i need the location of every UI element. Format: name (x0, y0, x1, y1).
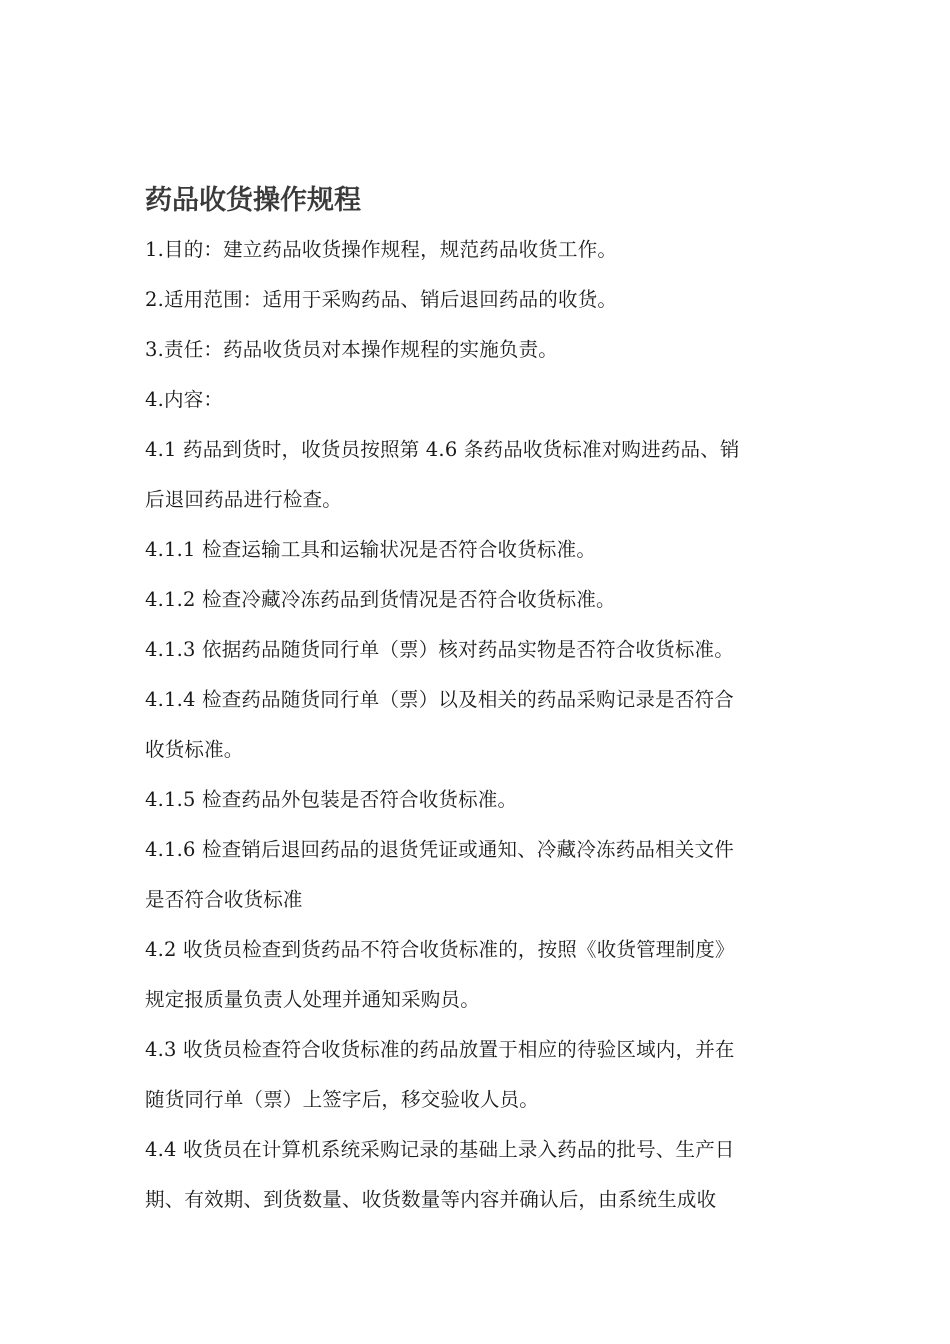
document-title: 药品收货操作规程 (145, 185, 361, 216)
paragraph-4-1-2 (145, 575, 810, 625)
text-line: 1.目的：建立药品收货操作规程，规范药品收货工作。 (145, 238, 618, 261)
text-line: 3.责任：药品收货员对本操作规程的实施负责。 (145, 338, 559, 361)
text-line: 4.内容： (145, 388, 224, 411)
text-line: 4.1.6 检查销后退回药品的退货凭证或通知、冷藏冷冻药品相关文件 (145, 838, 734, 861)
paragraph-4-1 (145, 425, 810, 525)
text-line: 期、有效期、到货数量、收货数量等内容并确认后，由系统生成收 (145, 1188, 717, 1211)
text-line: 4.1.1 检查运输工具和运输状况是否符合收货标准。 (145, 538, 597, 561)
paragraph-content-heading (145, 375, 810, 425)
text-line: 4.1.5 检查药品外包装是否符合收货标准。 (145, 788, 518, 811)
text-line: 4.2 收货员检查到货药品不符合收货标准的，按照《收货管理制度》 (145, 938, 735, 961)
paragraph-4-1-6 (145, 825, 810, 925)
text-line: 后退回药品进行检查。 (145, 488, 343, 511)
text-line: 4.1.4 检查药品随货同行单（票）以及相关的药品采购记录是否符合 (145, 688, 734, 711)
text-line: 是否符合收货标准 (145, 888, 303, 911)
paragraph-scope (145, 275, 810, 325)
paragraph-4-1-5 (145, 775, 810, 825)
paragraph-responsibility (145, 325, 810, 375)
text-line: 4.1.2 检查冷藏冷冻药品到货情况是否符合收货标准。 (145, 588, 616, 611)
paragraph-4-1-4 (145, 675, 810, 775)
paragraph-4-3 (145, 1025, 810, 1125)
document-body (145, 225, 810, 1225)
text-line: 随货同行单（票）上签字后，移交验收人员。 (145, 1088, 540, 1111)
paragraph-4-4 (145, 1125, 810, 1225)
text-line: 4.1.3 依据药品随货同行单（票）核对药品实物是否符合收货标准。 (145, 638, 734, 661)
paragraph-4-1-1 (145, 525, 810, 575)
paragraph-purpose (145, 225, 810, 275)
text-line: 4.4 收货员在计算机系统采购记录的基础上录入药品的批号、生产日 (145, 1138, 735, 1161)
text-line: 收货标准。 (145, 738, 244, 761)
paragraph-4-1-3 (145, 625, 810, 675)
text-line: 4.1 药品到货时，收货员按照第 4.6 条药品收货标准对购进药品、销 (145, 438, 740, 461)
paragraph-4-2 (145, 925, 810, 1025)
text-line: 4.3 收货员检查符合收货标准的药品放置于相应的待验区域内，并在 (145, 1038, 735, 1061)
text-line: 规定报质量负责人处理并通知采购员。 (145, 988, 480, 1011)
text-line: 2.适用范围：适用于采购药品、销后退回药品的收货。 (145, 288, 618, 311)
